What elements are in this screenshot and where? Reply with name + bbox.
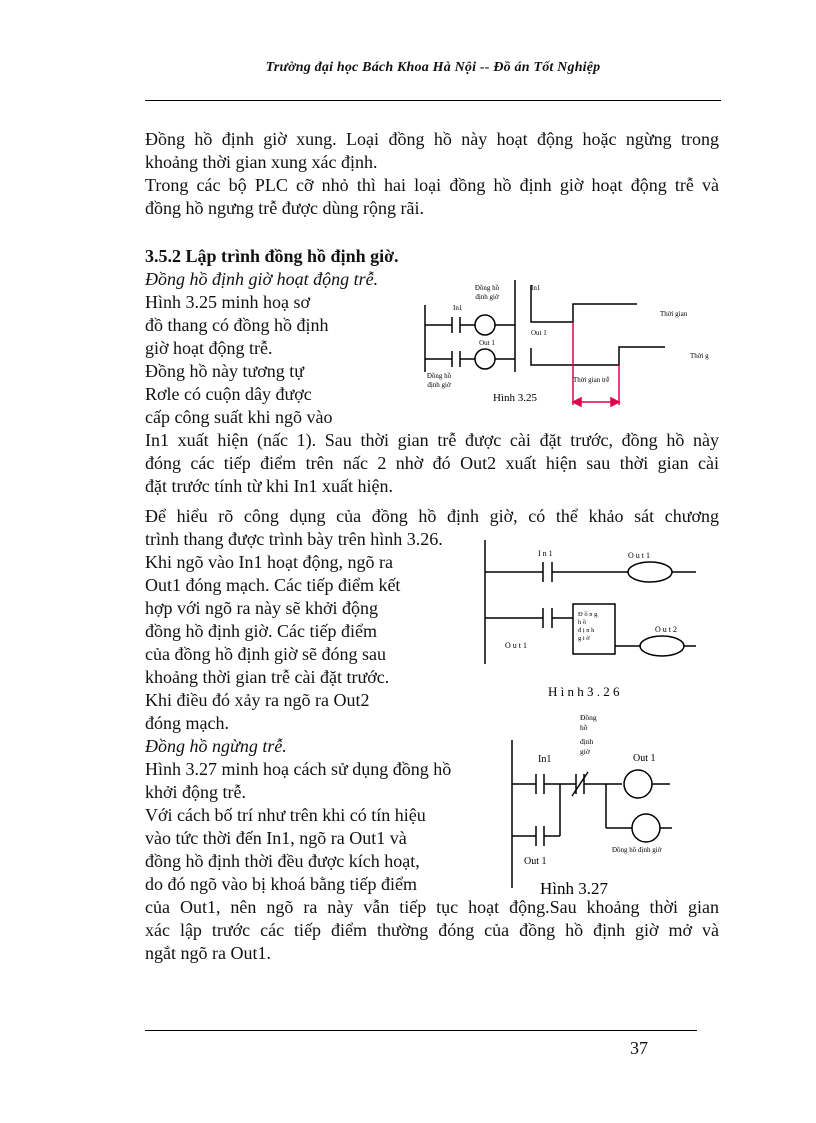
time-label: Thời gian	[660, 310, 688, 318]
section-heading: 3.5.2 Lập trình đồng hồ định giờ.	[145, 246, 399, 266]
waveform-label: Out 1	[531, 329, 547, 337]
text-line: đóng các tiếp điểm trên nấc 2 nhờ đó Out2 xuất hiện sau thời gian cài	[145, 453, 719, 473]
text-line: trình thang được trình bày trên hình 3.26.	[145, 529, 443, 549]
timer-label: hồ	[580, 723, 588, 732]
text-line: ngắt ngõ ra Out1.	[145, 943, 271, 963]
text-line: của đồng hồ định giờ sẽ đóng sau	[145, 644, 386, 664]
time-label: Thời g	[690, 352, 709, 360]
text-line: vào tức thời đến In1, ngõ ra Out1 và	[145, 828, 407, 848]
figure-caption: Hình 3.25	[493, 392, 537, 404]
footer-rule	[145, 1030, 697, 1031]
delay-label: Thời gian trễ	[573, 376, 610, 384]
contact-label: Out 1	[524, 856, 547, 867]
figure-3-25	[415, 280, 720, 412]
text-line: Hình 3.27 minh hoạ cách sử dụng đồng hồ	[145, 759, 452, 779]
text-line: khoảng thời gian xung xác định.	[145, 152, 378, 172]
text-line: đặt trước tính từ khi In1 xuất hiện.	[145, 476, 393, 496]
text-line: Hình 3.25 minh hoạ sơ	[145, 292, 311, 312]
text-line: Trong các bộ PLC cỡ nhỏ thì hai loại đồng hồ định giờ hoạt động trễ và	[145, 175, 719, 195]
contact-label: O u t 1	[505, 641, 527, 650]
header-rule	[145, 100, 721, 101]
timer-label: Đồng	[580, 713, 597, 722]
text-line: Đồng hồ định giờ xung. Loại đồng hồ này hoạt động hoặc ngừng trong	[145, 129, 719, 149]
figure-caption: Hình 3.27	[540, 879, 608, 898]
text-line: khởi động trễ.	[145, 782, 247, 802]
contact-label: I n 1	[538, 549, 553, 558]
text-line: Đồng hồ này tương tự	[145, 361, 305, 381]
text-line: Out1 đóng mạch. Các tiếp điểm kết	[145, 575, 401, 595]
contact-label: In1	[538, 754, 552, 765]
text-line: đồ thang có đồng hồ định	[145, 315, 329, 335]
timer-label: đ ị n h	[578, 627, 595, 634]
text-line: Để hiểu rõ công dụng của đồng hồ định giờ, có thể khảo sát chương	[145, 506, 719, 526]
timer-label: g i ờ	[578, 635, 590, 642]
coil-label: O u t 1	[628, 551, 650, 560]
text-line: In1 xuất hiện (nấc 1). Sau thời gian trễ được cài đặt trước, đồng hồ này	[145, 430, 719, 450]
text-line: hợp với ngõ ra này sẽ khởi động	[145, 598, 379, 618]
text-line: Với cách bố trí như trên khi có tín hiệu	[145, 805, 426, 825]
timer-label: Đ ồ n g	[578, 611, 598, 618]
coil-label: Đồng hồ định giờ	[612, 846, 662, 854]
coil-label: Out 1	[479, 339, 495, 347]
timer-label: Đồng hồ	[426, 372, 452, 380]
text-line: của Out1, nên ngõ ra này vẫn tiếp tục hoạt động.Sau khoảng thời gian	[145, 897, 719, 917]
timer-label: định giờ	[427, 381, 451, 389]
timer-label: h ồ	[578, 619, 587, 626]
timer-label: định	[580, 737, 594, 746]
waveform-label: In1	[531, 284, 541, 292]
figure-3-26	[478, 536, 720, 702]
text-line: cấp công suất khi ngõ vào	[145, 407, 333, 427]
text-line: đồng hồ định giờ. Các tiếp điểm	[145, 621, 377, 641]
timer-label: Đồng hồ	[474, 284, 500, 292]
text-line: khoảng thời gian trễ cài đặt trước.	[145, 667, 390, 687]
page-header: Trường đại học Bách Khoa Hà Nội -- Đồ án Tốt Nghiệp	[265, 60, 601, 75]
figure-3-27	[500, 708, 684, 902]
text-line: Khi điều đó xảy ra ngõ ra Out2	[145, 690, 370, 710]
text-line: đồng hồ ngưng trễ được dùng rộng rãi.	[145, 198, 424, 218]
page-number: 37	[630, 1038, 648, 1058]
text-line: đồng hồ định thời đều được kích hoạt,	[145, 851, 420, 871]
figure-caption: H ì n h 3 . 2 6	[548, 684, 620, 699]
text-line: Rơle có cuộn dây được	[145, 384, 312, 404]
timer-label: giờ	[580, 747, 590, 756]
coil-label: Out 1	[633, 753, 656, 764]
text-line: giờ hoạt động trễ.	[145, 338, 273, 358]
subsection-heading: Đồng hồ định giờ hoạt động trễ.	[145, 269, 379, 289]
subsection-heading: Đồng hồ ngừng trễ.	[145, 736, 287, 756]
timer-label: định giờ	[475, 293, 499, 301]
coil-label: O u t 2	[655, 625, 677, 634]
contact-label: In1	[453, 304, 463, 312]
text-line: Khi ngõ vào In1 hoạt động, ngõ ra	[145, 552, 393, 572]
text-line: xác lập trước các tiếp điểm thường đóng của đồng hồ định giờ mở và	[145, 920, 719, 940]
text-line: do đó ngõ vào bị khoá bằng tiếp điểm	[145, 874, 417, 894]
text-line: đóng mạch.	[145, 713, 229, 733]
